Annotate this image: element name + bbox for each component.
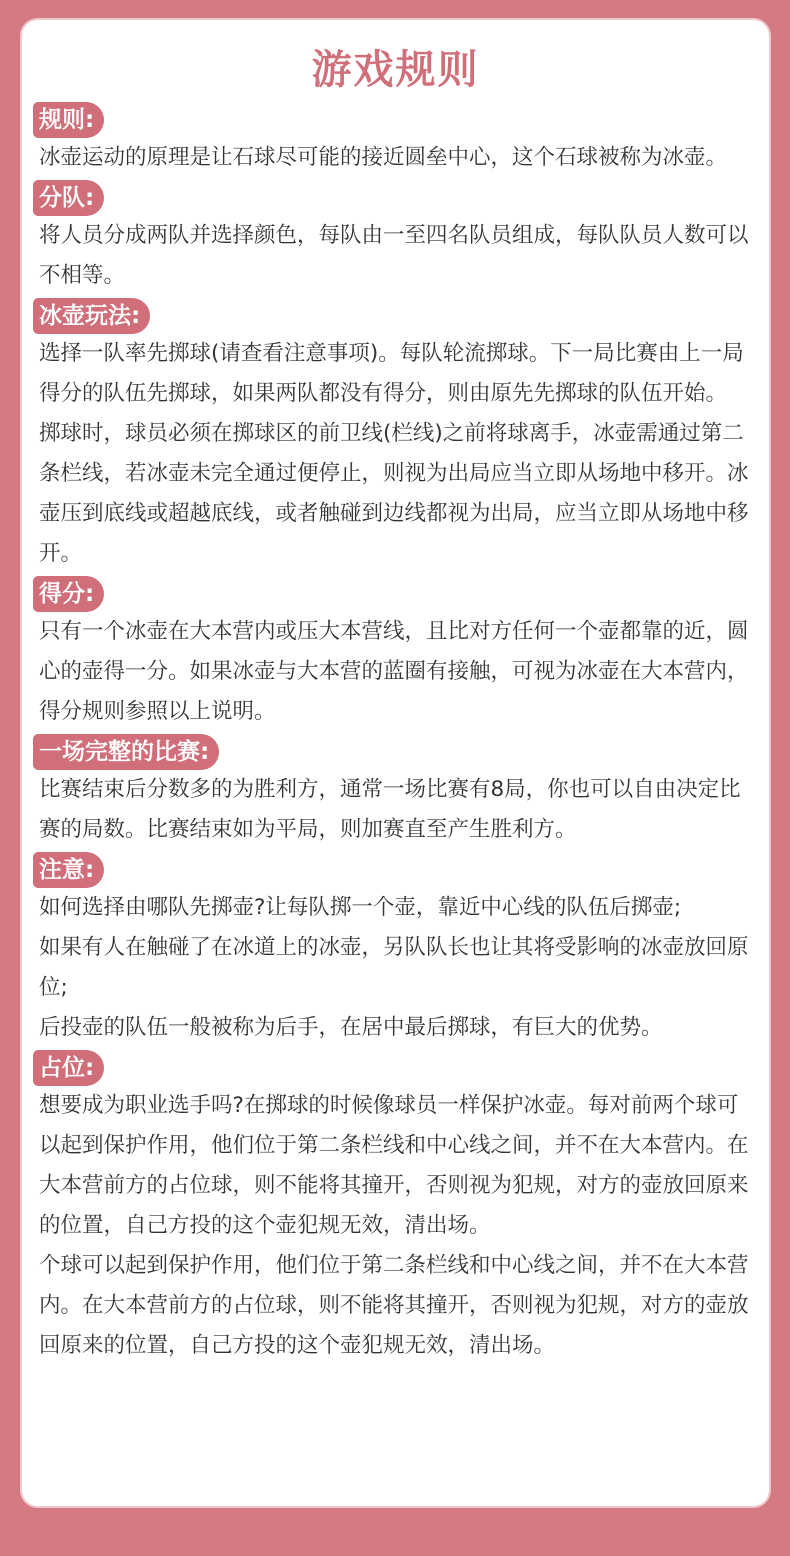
section-guard (33, 1048, 760, 1366)
section-notes (33, 850, 760, 1048)
section-tag: 冰壶玩法: (33, 298, 150, 334)
section-teams (33, 178, 760, 296)
section-tag: 得分: (33, 576, 104, 612)
section-tag: 规则: (33, 102, 104, 138)
section-tag: 注意: (33, 852, 104, 888)
section-tag: 一场完整的比赛: (33, 734, 219, 770)
section-paragraph: 如何选择由哪队先掷壶?让每队掷一个壶，靠近中心线的队伍后掷壶; (39, 895, 682, 920)
section-tag: 占位: (33, 1050, 104, 1086)
section-paragraph: 想要成为职业选手吗?在掷球的时候像球员一样保护冰壶。每对前两个球可以起到保护作用，他们位于第二条栏线和中心线之间，并不在大本营内。在大本营前方的占位球，则不能将其撞开，否则视为犯规，对方的壶放回原来的位置，自己方投的这个壶犯规无效，清出场。 (39, 1093, 749, 1238)
section-paragraph: 如果有人在触碰了在冰道上的冰壶，另队队长也让其将受影响的冰壶放回原位; (39, 935, 749, 1000)
section-paragraph: 比赛结束后分数多的为胜利方，通常一场比赛有8局，你也可以自由决定比赛的局数。比赛结束如为平局，则加赛直至产生胜利方。 (39, 777, 741, 842)
rules-card (20, 18, 771, 1508)
section-scoring (33, 574, 760, 732)
section-paragraph: 个球可以起到保护作用，他们位于第二条栏线和中心线之间，并不在大本营内。在大本营前方的占位球，则不能将其撞开，否则视为犯规，对方的壶放回原来的位置，自己方投的这个壶犯规无效，清出场。 (39, 1253, 749, 1358)
rules-content (22, 100, 769, 1366)
section-rules (33, 100, 760, 178)
section-paragraph: 掷球时，球员必须在掷球区的前卫线(栏线)之前将球离手，冰壶需通过第二条栏线，若冰壶未完全通过便停止，则视为出局应当立即从场地中移开。冰壶压到底线或超越底线，或者触碰到边线都视为出局，应当立即从场地中移开。 (39, 421, 749, 566)
section-gameplay (33, 296, 760, 574)
page-title: 游戏规则 (311, 47, 480, 93)
section-paragraph: 后投壶的队伍一般被称为后手，在居中最后掷球，有巨大的优势。 (39, 1015, 663, 1040)
section-full-match (33, 732, 760, 850)
section-paragraph: 将人员分成两队并选择颜色，每队由一至四名队员组成，每队队员人数可以不相等。 (39, 223, 749, 288)
section-paragraph: 冰壶运动的原理是让石球尽可能的接近圆垒中心，这个石球被称为冰壶。 (39, 145, 728, 170)
section-paragraph: 选择一队率先掷球(请查看注意事项)。每队轮流掷球。下一局比赛由上一局得分的队伍先掷球，如果两队都没有得分，则由原先先掷球的队伍开始。 (39, 341, 744, 406)
section-tag: 分队: (33, 180, 104, 216)
section-paragraph: 只有一个冰壶在大本营内或压大本营线，且比对方任何一个壶都靠的近，圆心的壶得一分。如果冰壶与大本营的蓝圈有接触，可视为冰壶在大本营内，得分规则参照以上说明。 (39, 619, 749, 724)
